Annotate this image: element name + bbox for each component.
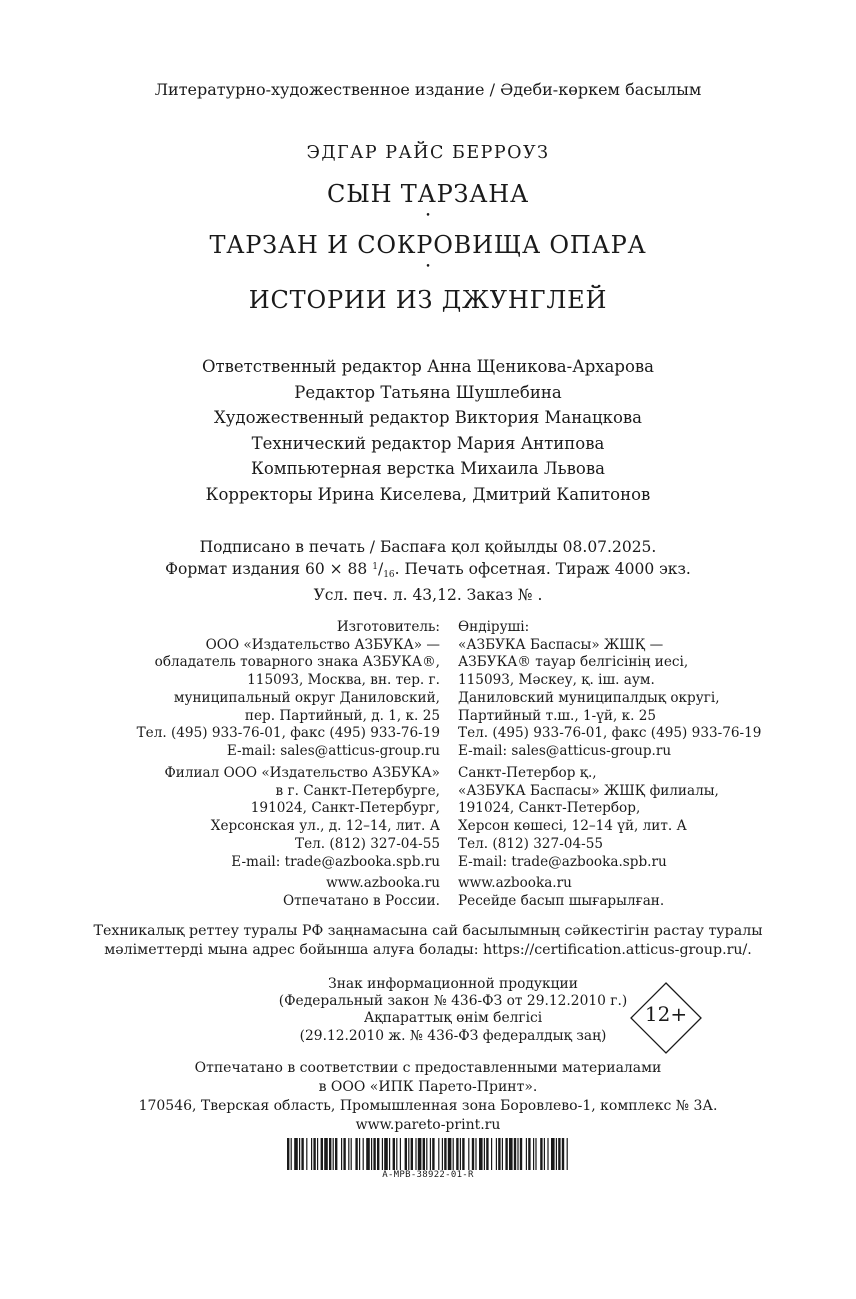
format-slash: /	[377, 560, 384, 578]
text-line: в ООО «ИПК Парето-Принт».	[318, 1079, 538, 1095]
text-line: мәліметтерді мына адрес бойынша алуға болады: https://certification.atticus-group.ru/.	[104, 942, 752, 958]
text-line: E-mail: trade@azbooka.spb.ru	[458, 853, 667, 870]
credit-line: Художественный редактор Виктория Манацкова	[213, 408, 643, 427]
age-rating: 12+	[644, 1002, 688, 1026]
text-line: «АЗБУКА Баспасы» ЖШҚ филиалы,	[458, 782, 719, 799]
text-line: «АЗБУКА Баспасы» ЖШҚ —	[458, 636, 664, 653]
text-line: (Федеральный закон № 436-ФЗ от 29.12.2010 г.)	[278, 993, 628, 1010]
credits-block	[0, 354, 856, 507]
print-info	[0, 537, 856, 605]
credit-line: Ответственный редактор Анна Щеникова-Архарова	[201, 357, 655, 376]
manufacturer-ru	[137, 619, 440, 761]
text-line: E-mail: trade@azbooka.spb.ru	[231, 853, 440, 870]
text-line: в г. Санкт-Петербурге,	[275, 782, 440, 799]
title-2: ТАРЗАН И СОКРОВИЩА ОПАРА	[209, 231, 647, 259]
text-line: обладатель товарного знака АЗБУКА®,	[154, 654, 440, 671]
text-line: 115093, Мәскеу, қ. іш. аум.	[458, 672, 655, 689]
info-product-sign	[258, 976, 648, 1045]
footer-ru	[283, 875, 440, 910]
text-line: Ресейде басып шығарылған.	[458, 892, 665, 909]
credit-line: Корректоры Ирина Киселева, Дмитрий Капитонов	[205, 484, 651, 504]
text-line: муниципальный округ Даниловский,	[173, 689, 440, 706]
text-line: Тел. (495) 933-76-01, факс (495) 933-76-19	[136, 725, 440, 742]
text-line: Отпечатано в соответствии с предоставленными материалами	[194, 1060, 662, 1076]
text-line: Санкт-Петербор қ.,	[458, 765, 597, 781]
credit-line: Технический редактор Мария Антипова	[251, 433, 605, 453]
sheets-line: Усл. печ. л. 43,12. Заказ № .	[313, 586, 543, 604]
text-line: (29.12.2010 ж. № 436-ФЗ федералдық заң)	[299, 1027, 607, 1044]
text-line: Ақпараттық өнім белгісі	[363, 1010, 543, 1027]
text-line: Партийный т.ш., 1-үй, к. 25	[458, 707, 657, 724]
text-line: Херсонская ул., д. 12–14, лит. А	[210, 818, 440, 835]
text-line: Филиал ООО «Издательство АЗБУКА»	[164, 765, 440, 781]
text-line: 170546, Тверская область, Промышленная зона Боровлево-1, комплекс № 3А.	[138, 1098, 718, 1114]
text-line: пер. Партийный, д. 1, к. 25	[244, 707, 440, 724]
text-line: Изготовитель:	[336, 619, 440, 635]
title-1: СЫН ТАРЗАНА	[327, 180, 529, 208]
certification-note	[0, 922, 856, 960]
footer-kz	[458, 875, 664, 910]
text-line: Даниловский муниципалдық округі,	[458, 689, 720, 706]
text-line: ООО «Издательство АЗБУКА» —	[205, 636, 440, 653]
printer-info	[0, 1059, 856, 1135]
format-suffix: . Печать офсетная. Тираж 4000 экз.	[394, 560, 691, 578]
format-numerator: 1	[372, 562, 378, 572]
title-separator-2: •	[425, 262, 431, 272]
barcode-icon	[287, 1138, 569, 1170]
text-line: E-mail: sales@atticus-group.ru	[226, 742, 440, 759]
edition-type: Литературно-художественное издание / Әдеби-көркем басылым	[154, 80, 702, 99]
text-line: Херсон көшесі, 12–14 үй, лит. А	[458, 818, 687, 835]
website-link[interactable]: www.azbooka.ru	[458, 875, 572, 891]
text-line: Знак информационной продукции	[328, 976, 578, 992]
text-line: 191024, Санкт-Петербор,	[458, 800, 641, 817]
website-link[interactable]: www.azbooka.ru	[326, 875, 440, 891]
credit-line: Редактор Татьяна Шушлебина	[294, 382, 562, 402]
manufacturer-kz	[458, 619, 761, 761]
text-line: E-mail: sales@atticus-group.ru	[458, 742, 672, 759]
text-line: АЗБУКА® тауар белгісінің иесі,	[458, 654, 689, 671]
text-line: 191024, Санкт-Петербург,	[250, 800, 440, 817]
text-line: 115093, Москва, вн. тер. г.	[247, 672, 440, 689]
format-prefix: Формат издания 60 × 88	[165, 560, 373, 578]
text-line: Отпечатано в России.	[282, 892, 440, 909]
branch-ru	[164, 765, 440, 871]
title-3: ИСТОРИИ ИЗ ДЖУНГЛЕЙ	[248, 286, 608, 314]
barcode-code: A-MPB-38922-01-R	[382, 1170, 474, 1180]
author-name: ЭДГАР РАЙС БЕРРОУЗ	[306, 143, 550, 163]
text-line: Тел. (495) 933-76-01, факс (495) 933-76-19	[458, 725, 762, 742]
signed-line: Подписано в печать / Баспаға қол қойылды 08.07.2025.	[199, 538, 657, 556]
branch-kz	[458, 765, 719, 871]
format-denominator: 16	[383, 570, 395, 580]
text-line: Өндіруші:	[458, 619, 530, 635]
website-link[interactable]: www.pareto-print.ru	[355, 1117, 501, 1133]
title-separator-1: •	[425, 211, 431, 221]
text-line: Тел. (812) 327-04-55	[458, 835, 603, 852]
format-line	[0, 557, 856, 585]
credit-line: Компьютерная верстка Михаила Львова	[251, 459, 605, 478]
text-line: Тел. (812) 327-04-55	[295, 835, 440, 852]
text-line: Техникалық реттеу туралы РФ заңнамасына сай басылымның сәйкестігін растау туралы	[93, 923, 763, 939]
